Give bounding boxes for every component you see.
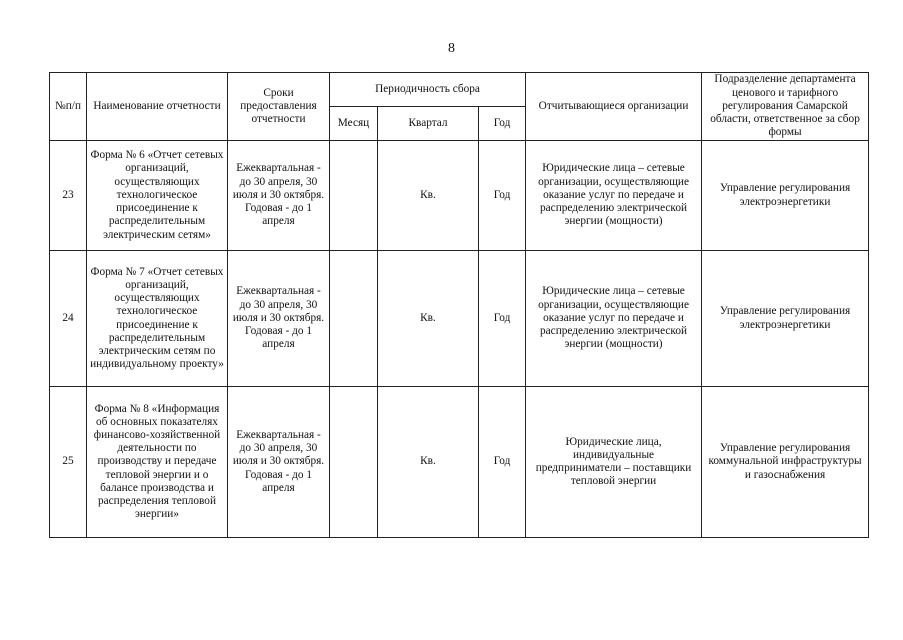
report-name: Форма № 8 «Информация об основных показателях финансово-хозяйственной деятельности по производству и передаче тепловой энергии и о балансе производства и распределения тепловой энергии»: [87, 387, 228, 538]
quarter-cell: Кв.: [378, 387, 479, 538]
reporting-orgs: Юридические лица – сетевые организации, осуществляющие оказание услуг по передаче и распределению электрической энергии (мощности): [526, 251, 702, 387]
year-cell: Год: [479, 141, 526, 251]
deadline: Ежеквартальная - до 30 апреля, 30 июля и 30 октября. Годовая - до 1 апреля: [228, 251, 330, 387]
header-quarter: Квартал: [378, 107, 479, 141]
row-number: 24: [50, 251, 87, 387]
quarter-cell: Кв.: [378, 251, 479, 387]
quarter-cell: Кв.: [378, 141, 479, 251]
department: Управление регулирования электроэнергетики: [702, 251, 869, 387]
month-cell: [330, 387, 378, 538]
header-deadline: Сроки предоставления отчетности: [228, 73, 330, 141]
header-number: №п/п: [50, 73, 87, 141]
reporting-forms-table: [49, 72, 869, 538]
report-name: Форма № 7 «Отчет сетевых организаций, осуществляющих технологическое присоединение к распределительным электрическим сетям по индивидуальному проекту»: [87, 251, 228, 387]
report-name: Форма № 6 «Отчет сетевых организаций, осуществляющих технологическое присоединение к распределительным электрическим сетям»: [87, 141, 228, 251]
table-row: [50, 141, 869, 251]
year-cell: Год: [479, 387, 526, 538]
table-row: [50, 387, 869, 538]
header-year: Год: [479, 107, 526, 141]
row-number: 23: [50, 141, 87, 251]
reporting-orgs: Юридические лица, индивидуальные предприниматели – поставщики тепловой энергии: [526, 387, 702, 538]
header-row: [50, 73, 869, 107]
header-report-name: Наименование отчетности: [87, 73, 228, 141]
page-number: 8: [448, 41, 455, 56]
year-cell: Год: [479, 251, 526, 387]
reporting-orgs: Юридические лица – сетевые организации, осуществляющие оказание услуг по передаче и распределению электрической энергии (мощности): [526, 141, 702, 251]
row-number: 25: [50, 387, 87, 538]
department: Управление регулирования коммунальной инфраструктуры и газоснабжения: [702, 387, 869, 538]
deadline: Ежеквартальная - до 30 апреля, 30 июля и 30 октября. Годовая - до 1 апреля: [228, 387, 330, 538]
table-row: [50, 251, 869, 387]
department: Управление регулирования электроэнергетики: [702, 141, 869, 251]
header-periodicity: Периодичность сбора: [330, 73, 526, 107]
header-month: Месяц: [330, 107, 378, 141]
deadline: Ежеквартальная - до 30 апреля, 30 июля и 30 октября. Годовая - до 1 апреля: [228, 141, 330, 251]
month-cell: [330, 141, 378, 251]
month-cell: [330, 251, 378, 387]
header-department: Подразделение департамента ценового и тарифного регулирования Самарской области, ответственное за сбор формы: [702, 73, 869, 141]
header-reporting-orgs: Отчитывающиеся организации: [526, 73, 702, 141]
